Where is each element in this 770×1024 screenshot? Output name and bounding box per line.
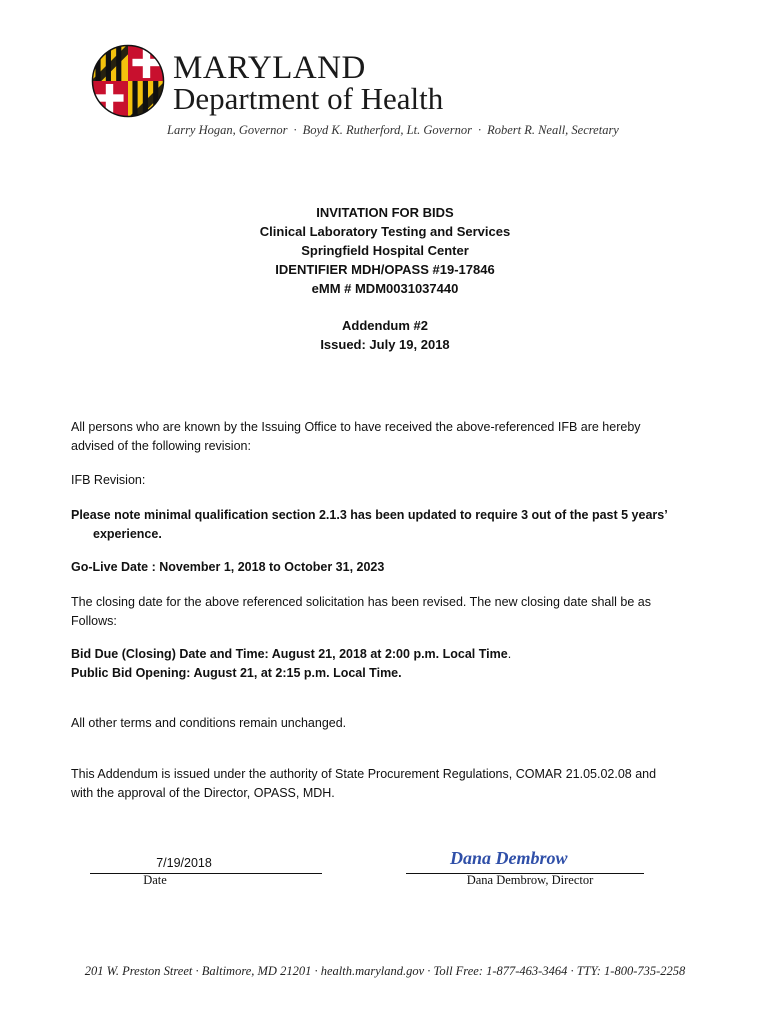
title-identifier: IDENTIFIER MDH/OPASS #19-17846 — [275, 262, 495, 277]
authority-paragraph — [71, 765, 671, 803]
title-service: Clinical Laboratory Testing and Services — [259, 224, 511, 239]
officials-line — [167, 123, 637, 138]
director-signature-line — [406, 850, 644, 874]
issued-date: Issued: July 19, 2018 — [320, 337, 450, 352]
addendum-number: Addendum #2 — [342, 318, 428, 333]
closing-line: The closing date for the above referenced solicitation has been revised. The new closing date shall be as — [71, 595, 651, 609]
maryland-flag-logo — [91, 44, 165, 118]
lt-governor: Boyd K. Rutherford, Lt. Governor — [302, 123, 472, 137]
date-value: 7/19/2018 — [156, 856, 212, 870]
qualification-line: experience. — [93, 527, 162, 541]
intro-line: advised of the following revision: — [71, 439, 251, 453]
bid-opening-date: Public Bid Opening: August 21, at 2:15 p.m. Local Time. — [71, 666, 402, 680]
handwritten-signature: Dana Dembrow — [450, 848, 568, 868]
authority-line: with the approval of the Director, OPASS, MDH. — [71, 786, 335, 800]
revision-label: IFB Revision: — [71, 473, 146, 487]
separator: · — [293, 123, 297, 137]
secretary: Robert R. Neall, Secretary — [487, 123, 619, 137]
separator: · — [477, 123, 482, 137]
qualification-note — [71, 506, 671, 544]
department-name: Department of Health — [173, 81, 444, 116]
bid-due-date: Bid Due (Closing) Date and Time: August 21, 2018 at 2:00 p.m. Local Time — [71, 647, 508, 661]
go-live-date: Go-Live Date : November 1, 2018 to October 31, 2023 — [71, 560, 385, 574]
title-facility: Springfield Hospital Center — [301, 243, 469, 258]
closing-line: Follows: — [71, 614, 117, 628]
title-emm: eMM # MDM0031037440 — [311, 281, 459, 296]
org-name: MARYLAND — [173, 50, 366, 86]
date-signature-line — [90, 856, 322, 874]
title-block — [0, 203, 770, 354]
authority-line: This Addendum is issued under the authority of State Procurement Regulations, COMAR 21.05.02.08 and — [71, 767, 657, 781]
footer-address: 201 W. Preston Street · Baltimore, MD 21201 · health.maryland.gov · Toll Free: 1-877-463-3464 · TTY: 1-800-735-2258 — [84, 964, 686, 978]
governor: Larry Hogan, Governor — [167, 123, 288, 137]
intro-paragraph — [71, 418, 671, 456]
bid-due-period: . — [507, 647, 512, 661]
intro-line: All persons who are known by the Issuing Office to have received the above-referenced IFB are hereby — [71, 420, 641, 434]
unchanged-note: All other terms and conditions remain unchanged. — [71, 716, 347, 730]
title-ifb: INVITATION FOR BIDS — [316, 205, 454, 220]
closing-paragraph — [71, 593, 671, 631]
qualification-line: Please note minimal qualification section 2.1.3 has been updated to require 3 out of the past 5 years’ — [71, 508, 668, 522]
signer-label: Dana Dembrow, Director — [466, 873, 594, 887]
bid-dates — [71, 645, 671, 683]
date-label: Date — [143, 873, 167, 887]
